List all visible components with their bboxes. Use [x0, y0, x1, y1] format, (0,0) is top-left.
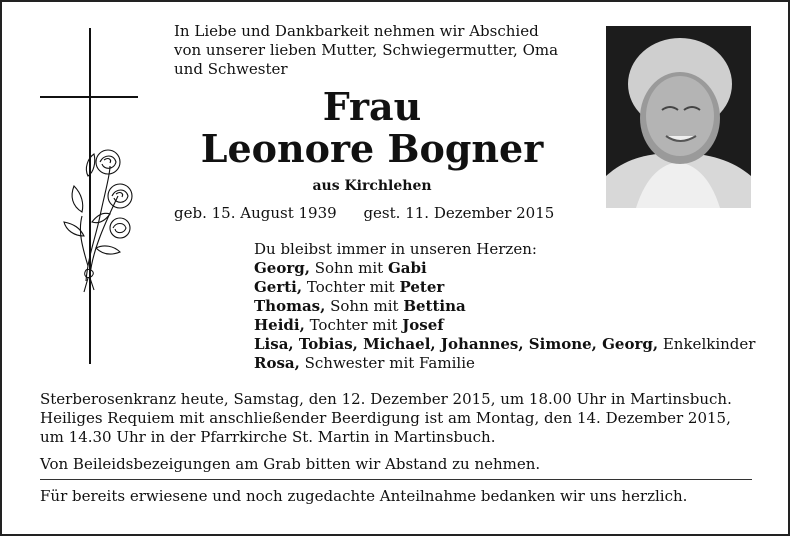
notice-line: um 14.30 Uhr in der Pfarrkirche St. Martin in Martinsbuch.	[40, 428, 496, 446]
service-notice	[40, 390, 760, 474]
mourner-partner: Josef	[402, 316, 444, 334]
cross-with-roses-icon	[38, 26, 138, 366]
mourner-relation: Sohn mit	[309, 259, 388, 277]
intro-text	[174, 22, 594, 79]
thanks-text: Für bereits erwiesene und noch zugedachte Anteilnahme bedanken wir uns herzlich.	[40, 487, 688, 505]
mourners-heading: Du bleibst immer in unseren Herzen:	[254, 240, 537, 258]
mourner-relation: Sohn mit	[325, 297, 404, 315]
intro-line: von unserer lieben Mutter, Schwiegermutter, Oma	[174, 41, 559, 59]
salutation: Frau	[322, 84, 422, 129]
mourner-name: Heidi,	[254, 316, 305, 334]
mourner-relation: Tochter mit	[302, 278, 400, 296]
notice-line: Von Beileidsbezeigungen am Grab bitten wir Abstand zu nehmen.	[40, 455, 541, 473]
life-dates	[174, 204, 594, 222]
intro-line: und Schwester	[174, 60, 288, 78]
notice-line: Heiliges Requiem mit anschließender Beerdigung ist am Montag, den 14. Dezember 2015,	[40, 409, 731, 427]
mourner-row	[254, 259, 774, 278]
mourner-row	[254, 354, 774, 373]
divider	[40, 479, 752, 480]
intro-line: In Liebe und Dankbarkeit nehmen wir Abschied	[174, 22, 539, 40]
mourner-relation: Schwester mit Familie	[299, 354, 475, 372]
mourner-partner: Bettina	[403, 297, 466, 315]
notice-line: Sterberosenkranz heute, Samstag, den 12. Dezember 2015, um 18.00 Uhr in Martinsbuch.	[40, 390, 732, 408]
mourner-row	[254, 278, 774, 297]
mourner-name: Thomas,	[254, 297, 326, 315]
portrait-icon	[606, 26, 751, 208]
mourner-relation: Enkelkinder	[658, 335, 756, 353]
death-date: gest. 11. Dezember 2015	[363, 204, 555, 222]
birth-date: geb. 15. August 1939	[174, 204, 337, 222]
portrait-photo	[606, 26, 751, 208]
place-of-origin: aus Kirchlehen	[312, 178, 432, 194]
mourner-partner: Gabi	[387, 259, 427, 277]
mourners-list	[254, 240, 774, 373]
mourner-row	[254, 316, 774, 335]
mourner-name: Georg,	[254, 259, 310, 277]
mourner-name: Lisa, Tobias, Michael, Johannes, Simone, Georg,	[254, 335, 659, 353]
mourner-name: Gerti,	[254, 278, 303, 296]
mourner-name: Rosa,	[254, 354, 300, 372]
mourner-row	[254, 297, 774, 316]
mourner-partner: Peter	[399, 278, 445, 296]
mourner-row	[254, 335, 774, 354]
deceased-name: Leonore Bogner	[200, 126, 544, 171]
mourner-relation: Tochter mit	[304, 316, 403, 334]
